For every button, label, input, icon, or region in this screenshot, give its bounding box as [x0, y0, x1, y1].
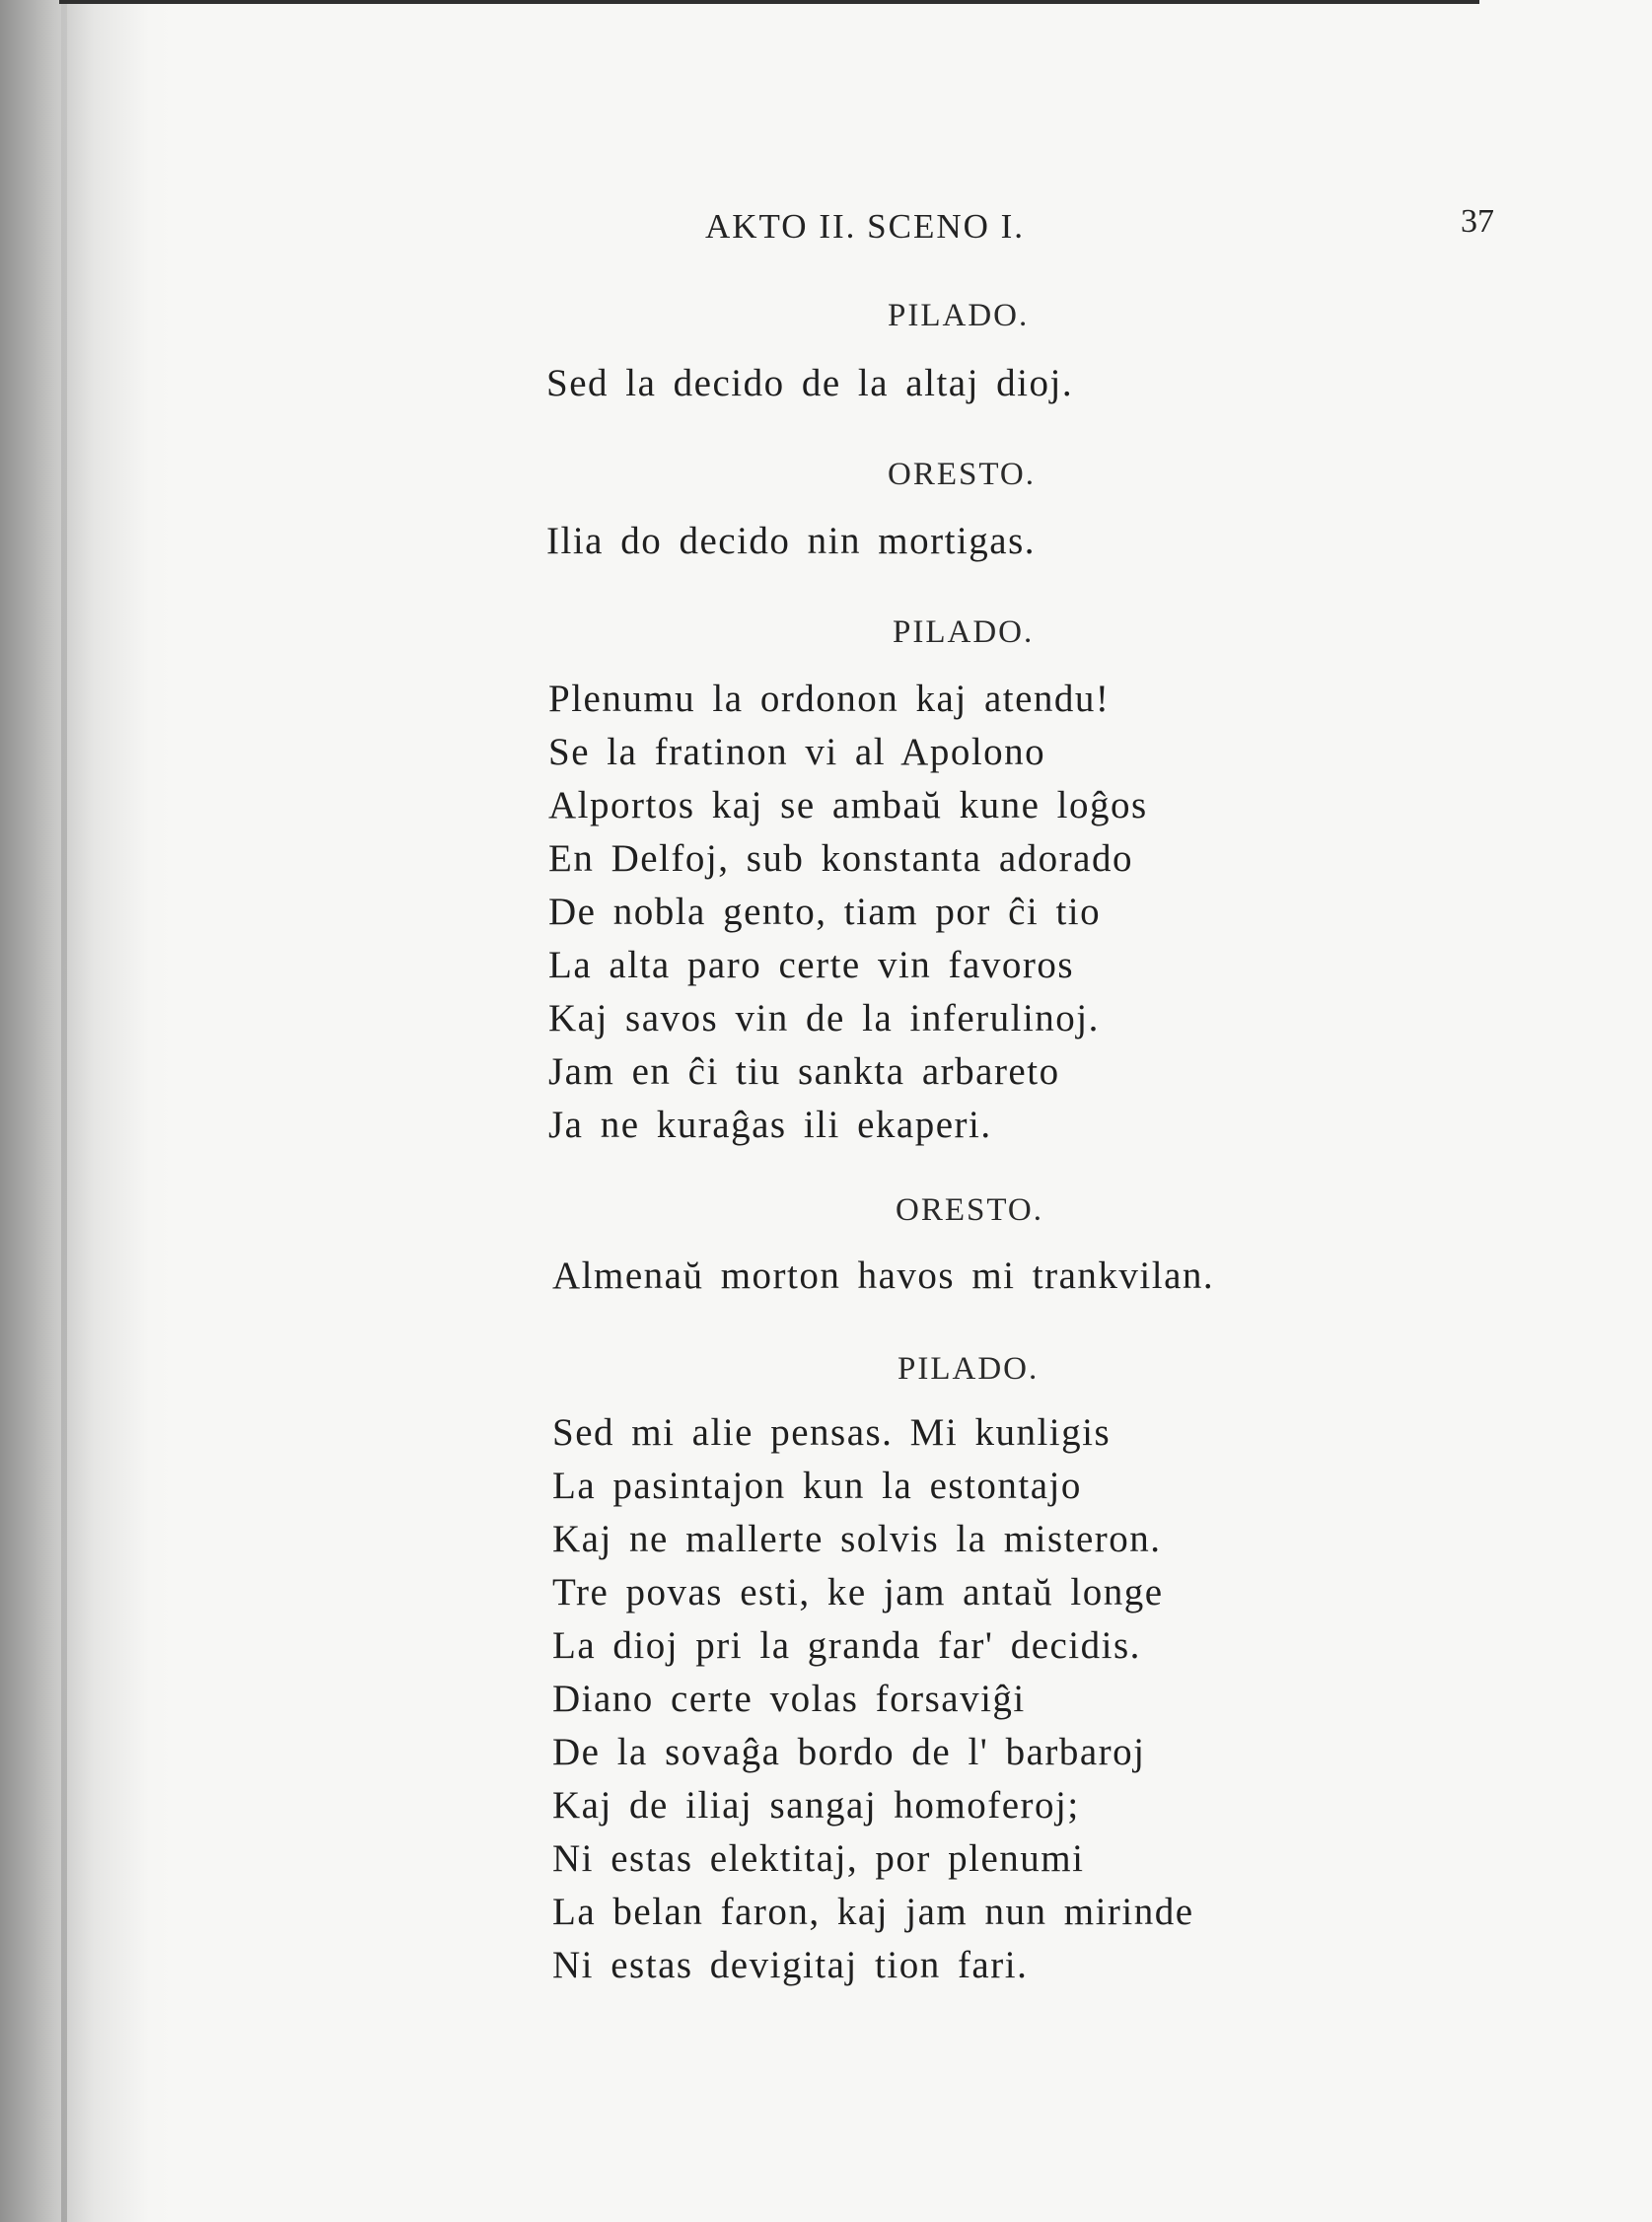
speaker-label: ORESTO.: [896, 1192, 1043, 1228]
speaker-label: ORESTO.: [888, 457, 1036, 492]
verse-line: Diano certe volas forsaviĝi: [552, 1678, 1026, 1720]
speaker-label: PILADO.: [893, 614, 1035, 650]
verse-line: Plenumu la ordonon kaj atendu!: [548, 678, 1111, 720]
speaker-label: PILADO.: [898, 1351, 1040, 1387]
verse-line: Almenaŭ morton havos mi trankvilan.: [552, 1254, 1215, 1297]
top-page-edge: [59, 0, 1479, 4]
page-header: [547, 203, 1494, 266]
verse-line: De nobla gento, tiam por ĉi tio: [548, 891, 1102, 933]
binding-shadow: [0, 0, 173, 2222]
verse-block: [552, 1406, 1194, 1992]
verse-line: La dioj pri la granda far' decidis.: [552, 1624, 1141, 1667]
verse-block: [546, 357, 1073, 410]
verse-line: Sed la decido de la altaj dioj.: [546, 362, 1074, 404]
verse-line: Kaj savos vin de la inferulinoj.: [548, 997, 1100, 1039]
verse-line: Kaj de iliaj sangaj homoferoj;: [552, 1784, 1080, 1827]
verse-block: [552, 1250, 1214, 1303]
verse-line: Jam en ĉi tiu sankta arbareto: [548, 1050, 1060, 1093]
verse-line: Alportos kaj se ambaŭ kune loĝos: [548, 784, 1148, 826]
verse-line: La pasintajon kun la estontajo: [552, 1465, 1082, 1507]
binding-edge: [61, 0, 67, 2222]
page-number: 37: [1461, 203, 1494, 240]
verse-line: La alta paro certe vin favoros: [548, 944, 1075, 986]
verse-line: De la sovaĝa bordo de l' barbaroj: [552, 1731, 1146, 1773]
verse-line: Tre povas esti, ke jam antaŭ longe: [552, 1571, 1164, 1613]
verse-block: [548, 673, 1148, 1152]
verse-line: Ja ne kuraĝas ili ekaperi.: [548, 1104, 992, 1146]
verse-line: Ni estas elektitaj, por plenumi: [552, 1837, 1085, 1880]
verse-line: Ilia do decido nin mortigas.: [546, 520, 1036, 562]
verse-line: Ni estas devigitaj tion fari.: [552, 1944, 1029, 1986]
verse-line: La belan faron, kaj jam nun mirinde: [552, 1891, 1194, 1933]
verse-line: Se la fratinon vi al Apolono: [548, 731, 1046, 773]
verse-line: Sed mi alie pensas. Mi kunligis: [552, 1411, 1112, 1454]
verse-line: Kaj ne mallerte solvis la misteron.: [552, 1518, 1162, 1560]
speaker-label: PILADO.: [888, 298, 1030, 333]
verse-block: [546, 515, 1036, 568]
running-head: AKTO II. SCENO I.: [705, 207, 1026, 246]
verse-line: En Delfoj, sub konstanta adorado: [548, 837, 1133, 880]
